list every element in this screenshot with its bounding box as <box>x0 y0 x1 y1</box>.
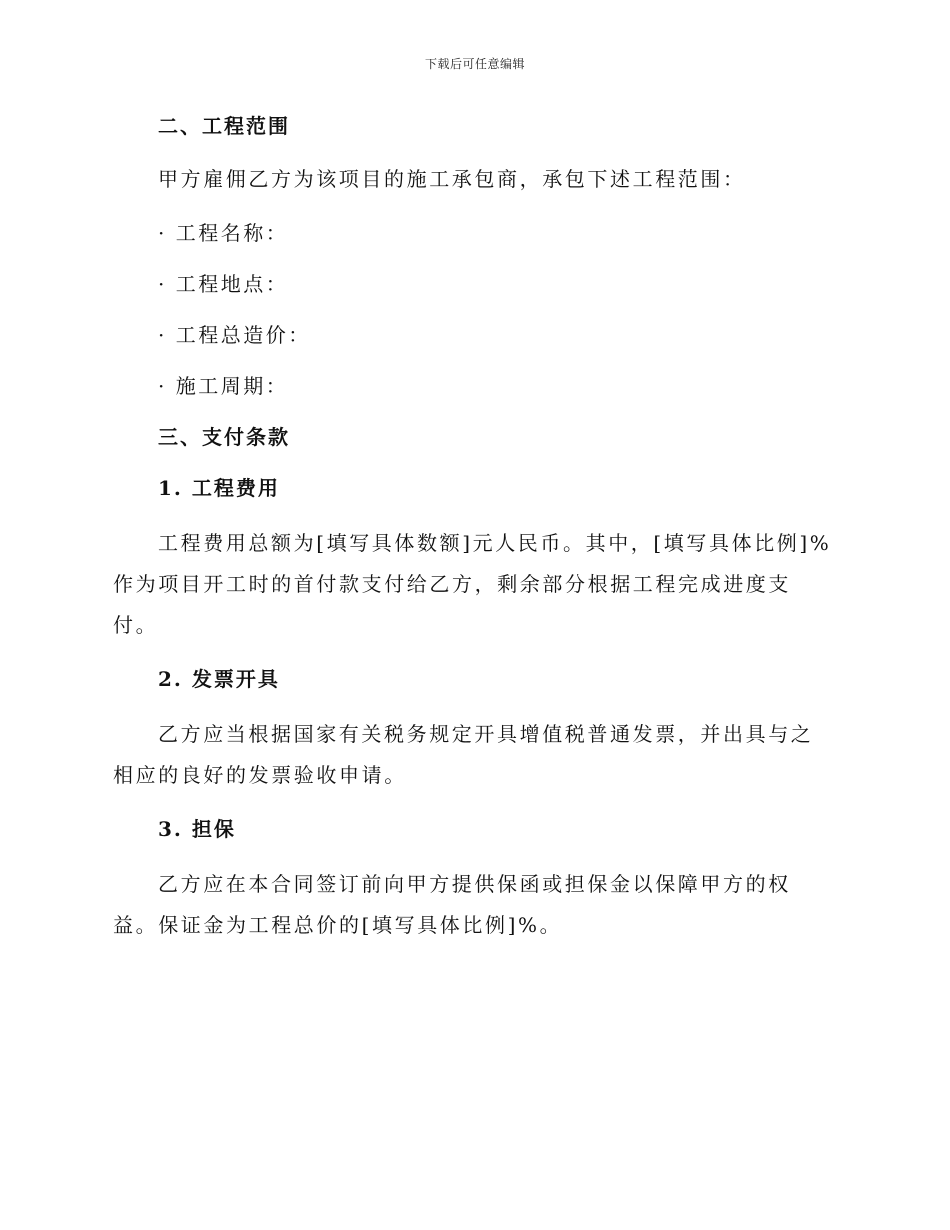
section-heading-scope: 二、工程范围 <box>158 114 290 138</box>
scope-item-total-cost: · 工程总造价： <box>158 323 311 347</box>
subsection-heading-fees: 1. 工程费用 <box>158 476 280 500</box>
document-body <box>113 108 833 946</box>
scope-item-name: · 工程名称： <box>158 221 289 245</box>
section-heading-payment: 三、支付条款 <box>158 425 290 449</box>
subsection-heading-invoice: 2. 发票开具 <box>158 667 280 691</box>
scope-item-location: · 工程地点： <box>158 272 289 296</box>
fees-paragraph: 工程费用总额为[填写具体数额]元人民币。其中，[填写具体比例]%作为项目开工时的首付款支付给乙方，剩余部分根据工程完成进度支付。 <box>113 531 832 637</box>
subsection-heading-guarantee: 3. 担保 <box>158 817 236 841</box>
page-header-note: 下载后可任意编辑 <box>424 57 525 71</box>
scope-intro: 甲方雇佣乙方为该项目的施工承包商，承包下述工程范围： <box>158 167 746 191</box>
scope-item-duration: · 施工周期： <box>158 374 289 398</box>
guarantee-paragraph: 乙方应在本合同签订前向甲方提供保函或担保金以保障甲方的权益。保证金为工程总价的[填写具体比例]%。 <box>113 872 791 937</box>
invoice-paragraph: 乙方应当根据国家有关税务规定开具增值税普通发票，并出具与之相应的良好的发票验收申请。 <box>113 722 814 787</box>
